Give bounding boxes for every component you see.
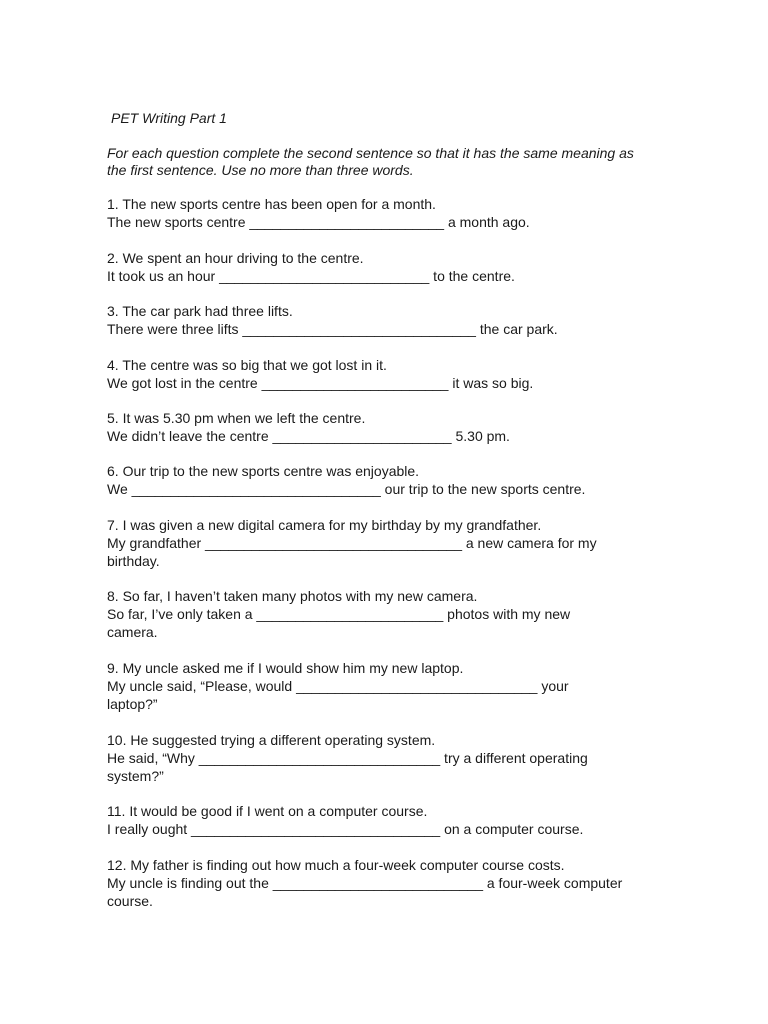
question-prompt: 1. The new sports centre has been open for a month. bbox=[107, 196, 436, 212]
question-answer-line: It took us an hour ___________________________ to the centre. bbox=[107, 268, 515, 284]
question-10 bbox=[107, 731, 588, 785]
question-prompt: 6. Our trip to the new sports centre was enjoyable. bbox=[107, 463, 420, 479]
question-12 bbox=[107, 856, 622, 910]
question-answer-line: My uncle is finding out the ___________________________ a four-week computer bbox=[107, 875, 623, 891]
question-prompt: 3. The car park had three lifts. bbox=[107, 303, 293, 319]
question-answer-line: We got lost in the centre ________________________ it was so big. bbox=[107, 375, 534, 391]
question-6 bbox=[107, 462, 585, 498]
question-prompt: 10. He suggested trying a different operating system. bbox=[107, 732, 436, 748]
question-prompt: 11. It would be good if I went on a computer course. bbox=[107, 803, 428, 819]
question-answer-line: There were three lifts ______________________________ the car park. bbox=[107, 321, 558, 337]
question-5 bbox=[107, 409, 510, 445]
question-answer-line: We didn’t leave the centre _______________________ 5.30 pm. bbox=[107, 428, 510, 444]
question-answer-continuation: course. bbox=[107, 893, 153, 909]
question-answer-continuation: birthday. bbox=[107, 553, 160, 569]
question-prompt: 7. I was given a new digital camera for my birthday by my grandfather. bbox=[107, 517, 542, 533]
question-11 bbox=[107, 802, 583, 838]
question-answer-continuation: laptop?” bbox=[107, 696, 158, 712]
question-prompt: 9. My uncle asked me if I would show him my new laptop. bbox=[107, 660, 464, 676]
question-8 bbox=[107, 587, 570, 641]
question-prompt: 4. The centre was so big that we got lost in it. bbox=[107, 357, 387, 373]
question-answer-line: My uncle said, “Please, would _______________________________ your bbox=[107, 678, 569, 694]
question-prompt: 5. It was 5.30 pm when we left the centre. bbox=[107, 410, 366, 426]
question-prompt: 12. My father is finding out how much a four-week computer course costs. bbox=[107, 857, 565, 873]
question-7 bbox=[107, 516, 597, 570]
question-answer-line: So far, I’ve only taken a ________________________ photos with my new bbox=[107, 606, 571, 622]
question-answer-line: The new sports centre _________________________ a month ago. bbox=[107, 214, 530, 230]
question-prompt: 8. So far, I haven’t taken many photos with my new camera. bbox=[107, 588, 478, 604]
instructions-line: For each question complete the second sentence so that it has the same meaning as bbox=[107, 145, 634, 161]
question-prompt: 2. We spent an hour driving to the centre. bbox=[107, 250, 364, 266]
question-answer-line: We ________________________________ our trip to the new sports centre. bbox=[107, 481, 586, 497]
question-1 bbox=[107, 195, 530, 231]
instructions bbox=[107, 145, 687, 179]
question-answer-continuation: camera. bbox=[107, 624, 158, 640]
question-2 bbox=[107, 249, 515, 285]
question-9 bbox=[107, 659, 569, 713]
question-3 bbox=[107, 302, 558, 338]
question-answer-line: He said, “Why _______________________________ try a different operating bbox=[107, 750, 588, 766]
question-answer-line: My grandfather _________________________________ a new camera for my bbox=[107, 535, 597, 551]
page-title: PET Writing Part 1 bbox=[111, 110, 227, 126]
instructions-line: the first sentence. Use no more than three words. bbox=[107, 162, 414, 178]
question-answer-line: I really ought ________________________________ on a computer course. bbox=[107, 821, 584, 837]
question-4 bbox=[107, 356, 533, 392]
question-answer-continuation: system?” bbox=[107, 768, 164, 784]
